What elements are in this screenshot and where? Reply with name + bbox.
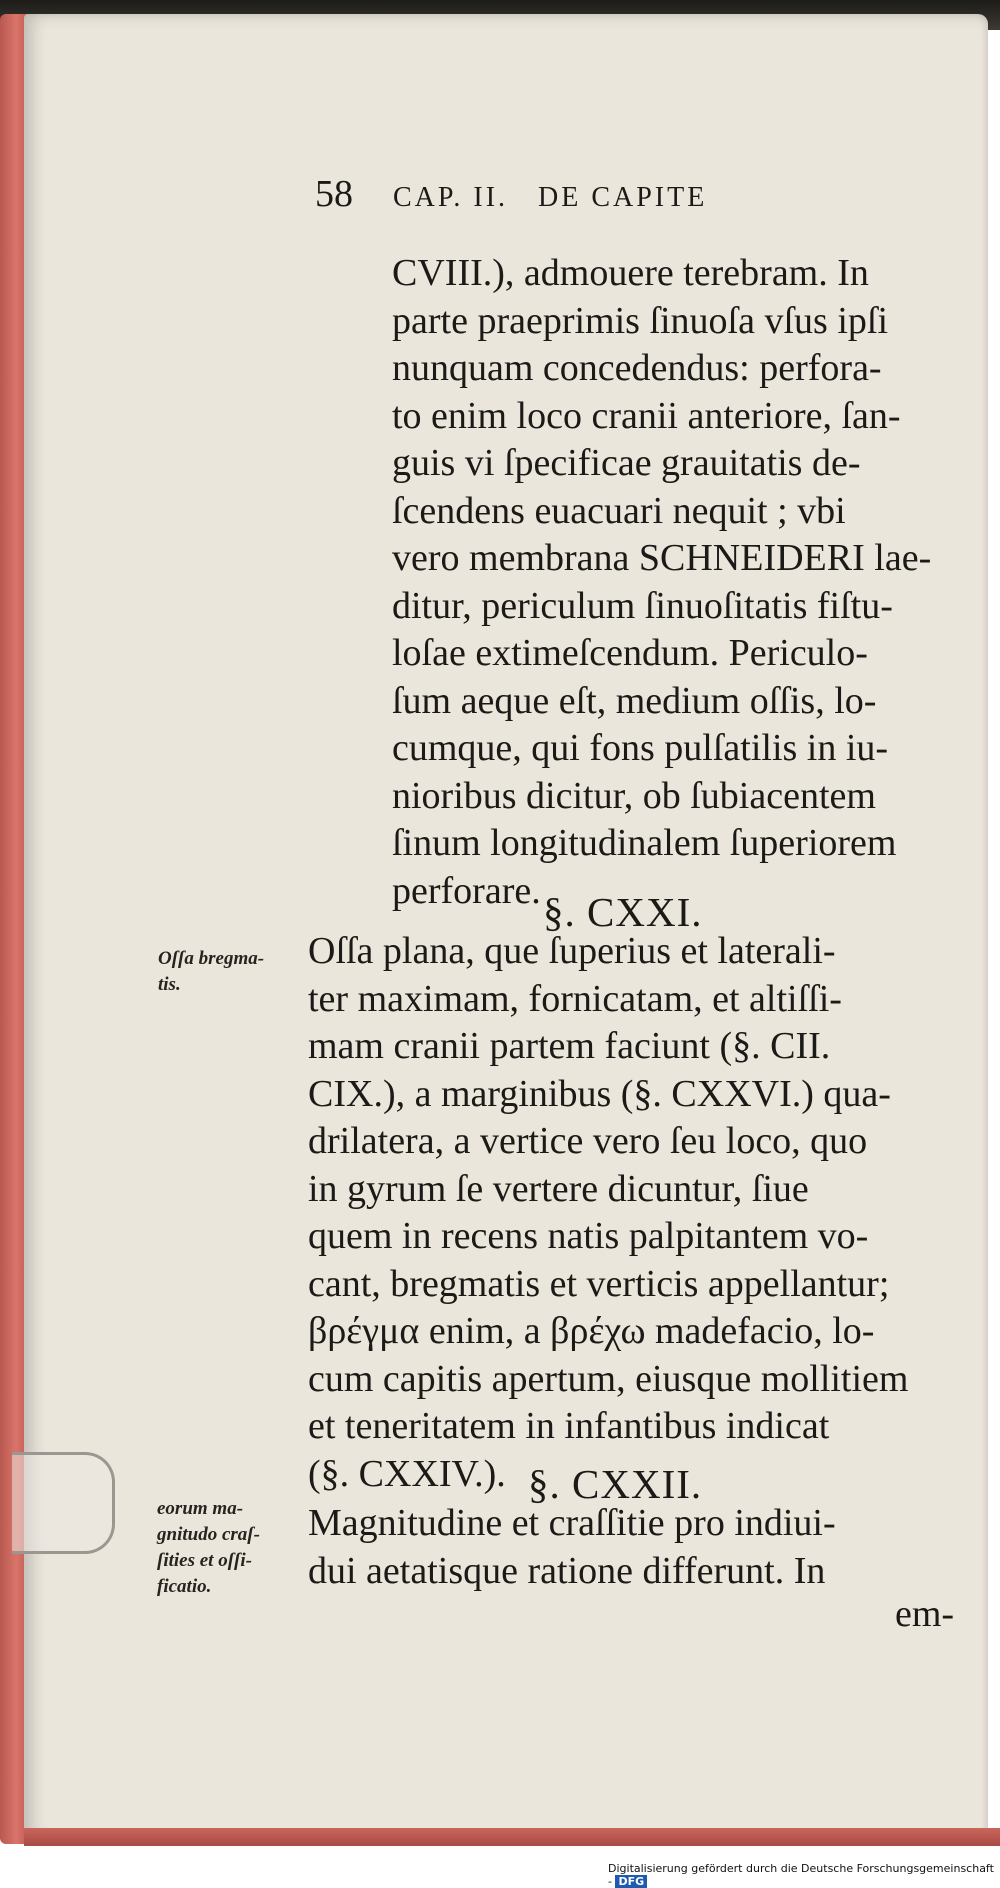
dfg-logo-badge: DFG [615, 1875, 647, 1888]
text-line: drilatera, a vertice vero ſeu loco, quo [308, 1120, 868, 1162]
text-line: mam cranii partem faciunt (§. CII. [308, 1025, 831, 1067]
paragraph-3 [308, 1500, 953, 1595]
page-clip [12, 1452, 115, 1554]
text-line: cumque, qui fons pulſatilis in iu- [392, 727, 889, 769]
text-line: dui aetatisque ratione differunt. In [308, 1549, 826, 1592]
text-line: βρέγμα enim, a βρέχω madefacio, lo- [308, 1310, 875, 1352]
text-line: ſcendens euacuari nequit ; vbi [392, 489, 846, 532]
text-line: Magnitudine et craſſitie pro indiui- [308, 1502, 836, 1544]
text-line: loſae extimeſcendum. Periculo- [392, 632, 868, 674]
text-line: guis vi ſpecificae grauitatis de- [392, 442, 861, 484]
text-line: nioribus dicitur, ob ſubiacentem [392, 774, 876, 817]
margin-note: eorum ma- gnitudo craſ- ſities et oſſi- ficatio. [157, 1498, 260, 1597]
text-line: CVIII.), admouere terebram. In [392, 252, 869, 294]
text-line: parte praeprimis ſinuoſa vſus ipſi [392, 299, 889, 342]
section-heading: §. CXXII. [528, 1461, 703, 1507]
text-line: to enim loco cranii anteriore, ſan- [392, 394, 901, 437]
text-line: CIX.), a marginibus (§. CXXVI.) qua- [308, 1072, 891, 1115]
paragraph-2 [308, 928, 953, 1498]
text-line: quem in recens natis palpitantem vo- [308, 1215, 869, 1257]
catchword: em- [895, 1593, 955, 1635]
text-line: cum capitis apertum, eiusque mollitiem [308, 1357, 909, 1400]
text-line: cant, bregmatis et verticis appellantur; [308, 1262, 890, 1305]
text-line: vero membrana SCHNEIDERI lae- [392, 537, 932, 579]
paragraph-1 [392, 250, 977, 915]
footer-text: Digitalisierung gefördert durch die Deutsche Forschungsgemeinschaft - [608, 1862, 994, 1888]
text-line: ſinum longitudinalem ſuperiorem [392, 822, 897, 864]
chapter-title: CAP. II. DE CAPITE [393, 182, 708, 213]
digitization-footer [608, 1862, 1000, 1888]
margin-note: Oſſa bregma- tis. [158, 948, 265, 995]
text-line: ter maximam, fornicatam, et altiſſi- [308, 977, 842, 1020]
text-line: in gyrum ſe vertere dicuntur, ſiue [308, 1167, 809, 1210]
text-line: Oſſa plana, que ſuperius et laterali- [308, 930, 836, 972]
book-bottom-edge [24, 1828, 1000, 1846]
section-heading: §. CXXI. [543, 889, 703, 935]
text-line: et teneritatem in infantibus indicat [308, 1405, 830, 1447]
text-line: perforare. [392, 869, 541, 912]
text-line: ſum aeque eſt, medium oſſis, lo- [392, 679, 877, 722]
text-line: nunquam concedendus: perfora- [392, 347, 882, 389]
page-number: 58 [315, 173, 353, 215]
text-line: ditur, periculum ſinuoſitatis fiſtu- [392, 584, 893, 627]
running-header [315, 172, 707, 216]
text-line: (§. CXXIV.). [308, 1452, 506, 1495]
